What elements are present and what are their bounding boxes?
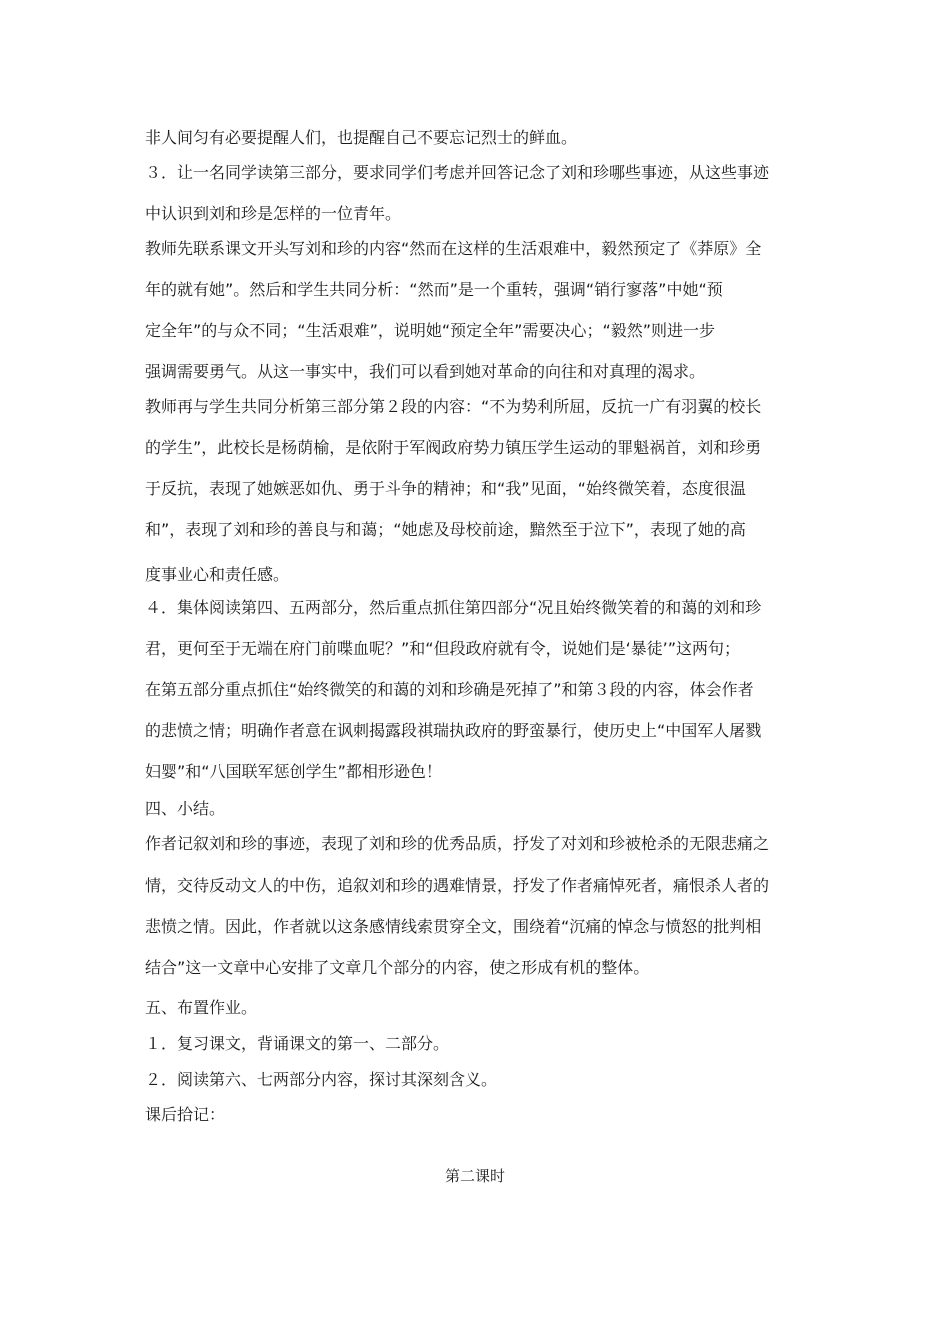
text-line: 于反抗，表现了她嫉恶如仇、勇于斗争的精神；和“我”见面，“始终微笑着，态度很温 <box>145 479 746 498</box>
text-line: 定全年”的与众不同；“生活艰难”，说明她“预定全年”需要决心；“毅然”则进一步 <box>145 321 716 340</box>
text-line: 强调需要勇气。从这一事实中，我们可以看到她对革命的向往和对真理的渴求。 <box>145 362 706 381</box>
text-line: 年的就有她”。然后和学生共同分析：“然而”是一个重转，强调“销行寥落”中她“预 <box>145 280 723 299</box>
text-line: 非人间匀有必要提醒人们，也提醒自己不要忘记烈士的鲜血。 <box>145 128 578 147</box>
text-line: 度事业心和责任感。 <box>145 565 290 584</box>
text-line: ２．阅读第六、七两部分内容，探讨其深刻含义。 <box>145 1070 498 1089</box>
text-line: 课后拾记： <box>145 1105 226 1124</box>
text-line: 情，交待反动文人的中伤，追叙刘和珍的遇难情景，抒发了作者痛悼死者，痛恨杀人者的 <box>145 876 770 895</box>
text-line: 作者记叙刘和珍的事迹，表现了刘和珍的优秀品质，抒发了对刘和珍被枪杀的无限悲痛之 <box>145 834 770 853</box>
section-heading: 四、小结。 <box>145 799 226 818</box>
text-line: 悲愤之情。因此，作者就以这条感情线索贯穿全文，围绕着“沉痛的悼念与愤怒的批判相 <box>145 917 762 936</box>
text-line: 的悲愤之情；明确作者意在讽刺揭露段祺瑞执政府的野蛮暴行，使历史上“中国军人屠戮 <box>145 721 762 740</box>
text-line: ３．让一名同学读第三部分，要求同学们考虑并回答记念了刘和珍哪些事迹，从这些事迹 <box>145 163 770 182</box>
text-line: 教师再与学生共同分析第三部分第２段的内容：“不为势利所屈，反抗一广有羽翼的校长 <box>145 397 762 416</box>
text-line: ４．集体阅读第四、五两部分，然后重点抓住第四部分“况且始终微笑着的和蔼的刘和珍 <box>145 598 762 617</box>
text-line: 在第五部分重点抓住“始终微笑的和蔼的刘和珍确是死掉了”和第３段的内容，体会作者 <box>145 680 754 699</box>
text-line: 妇婴”和“八国联军惩创学生”都相形逊色！ <box>145 762 442 781</box>
text-line: 的学生”，此校长是杨荫榆，是依附于军阀政府势力镇压学生运动的罪魁祸首，刘和珍勇 <box>145 438 762 457</box>
text-line: 和”，表现了刘和珍的善良与和蔼；“她虑及母校前途，黯然至于泣下”，表现了她的高 <box>145 520 746 539</box>
section-heading: 五、布置作业。 <box>145 998 258 1017</box>
text-line: 中认识到刘和珍是怎样的一位青年。 <box>145 204 402 223</box>
text-line: 教师先联系课文开头写刘和珍的内容“然而在这样的生活艰难中，毅然预定了《莽原》全 <box>145 239 762 258</box>
text-line: １．复习课文，背诵课文的第一、二部分。 <box>145 1034 450 1053</box>
section-title: 第二课时 <box>444 1167 505 1185</box>
text-line: 结合”这一文章中心安排了文章几个部分的内容，使之形成有机的整体。 <box>145 958 650 977</box>
text-line: 君，更何至于无端在府门前喋血呢？”和“但段政府就有令，说她们是‘暴徒’”这两句； <box>145 639 741 658</box>
